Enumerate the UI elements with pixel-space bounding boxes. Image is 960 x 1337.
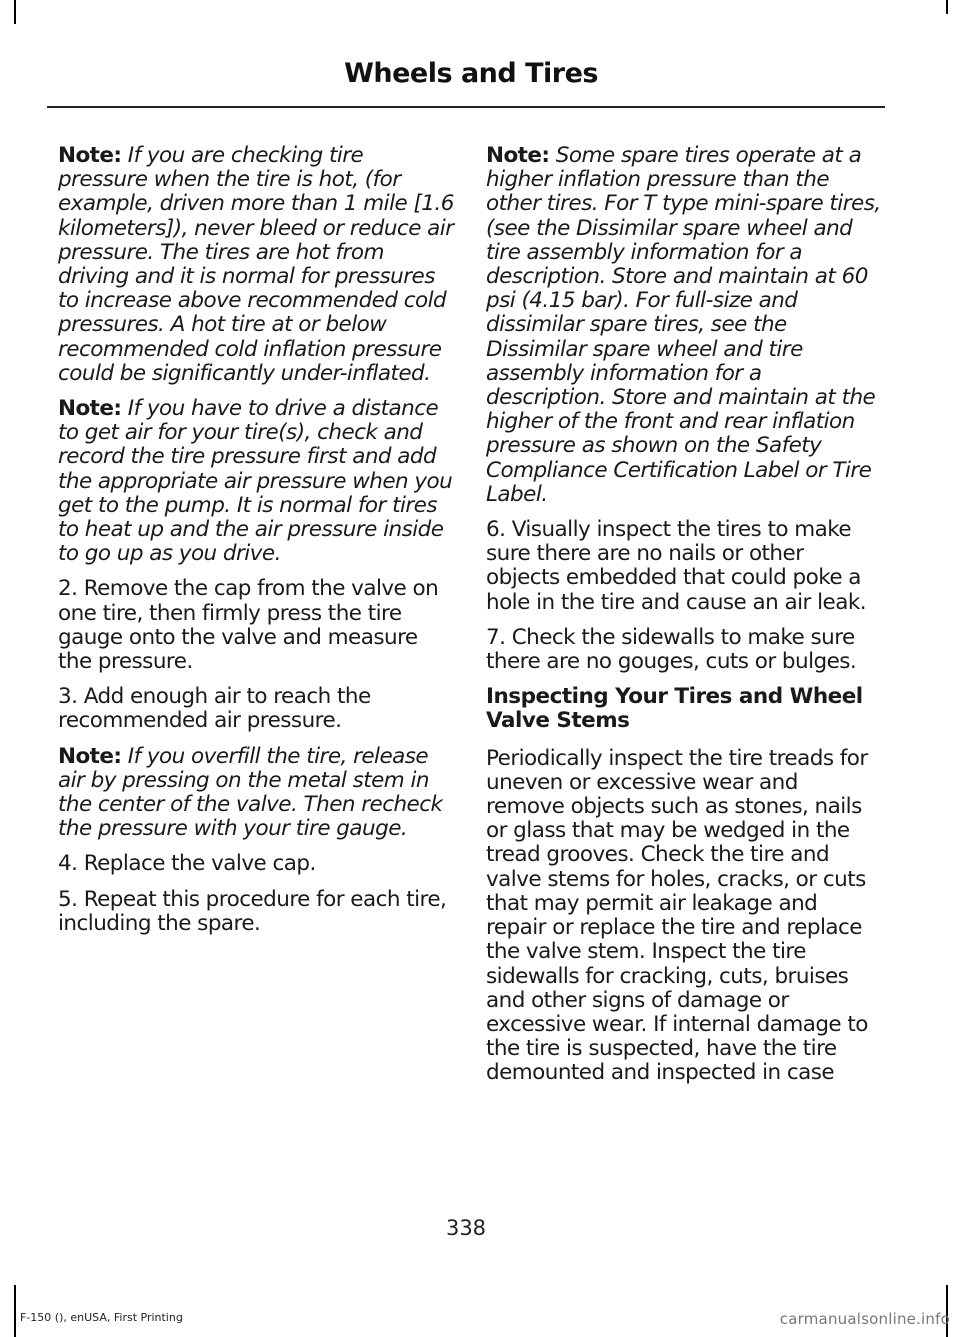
note-label: Note: xyxy=(58,396,122,422)
note-text: If you have to drive a distance to get air for your tire(s), check and record the tire pressure first and add the appropriate air pressure when you get to the pump. It is normal for tires to heat up and the air pressure inside to go up as you drive. xyxy=(58,396,453,567)
note-hot-tire xyxy=(58,144,454,386)
page-number: 338 xyxy=(445,1216,487,1240)
inspection-paragraph: Periodically inspect the tire treads for uneven or excessive wear and remove objects such as stones, nails or glass that may be wedged in the tread grooves. Check the tire and valve stems for holes, cracks, or cuts that may permit air leakage and repair or replace the tire and replace the valve stem. Inspect the tire sidewalls for cracking, cuts, bruises and other signs of damage or excessive wear. If internal damage to the tire is suspected, have the tire demounted and inspected in case xyxy=(486,745,868,1086)
step-6: 6. Visually inspect the tires to make sure there are no nails or other objects embedded that could poke a hole in the tire and cause an air leak. xyxy=(486,517,867,615)
crop-mark-bottom-left xyxy=(14,1285,16,1337)
note-text: If you overfill the tire, release air by pressing on the metal stem in the center of the valve. Then recheck the pressure with your tire gauge. xyxy=(58,743,443,842)
crop-mark-top-left xyxy=(14,0,16,24)
section-heading: Inspecting Your Tires and Wheel Valve Stems xyxy=(486,684,863,734)
edition-label: F-150 (), enUSA, First Printing xyxy=(20,1311,183,1324)
page-title: Wheels and Tires xyxy=(344,58,598,89)
note-label: Note: xyxy=(58,143,122,168)
note-label: Note: xyxy=(58,743,122,769)
note-drive-distance xyxy=(58,397,454,566)
step-2: 2. Remove the cap from the valve on one tire, then firmly press the tire gauge onto the valve and measure the pressure. xyxy=(58,576,439,675)
note-spare-tires xyxy=(486,144,882,507)
header-divider xyxy=(47,106,885,108)
left-column xyxy=(58,144,454,947)
step-4: 4. Replace the valve cap. xyxy=(58,851,316,877)
crop-mark-top-right xyxy=(946,0,948,14)
step-7: 7. Check the sidewalls to make sure there are no gouges, cuts or bulges. xyxy=(486,624,857,675)
note-text: If you are checking tire pressure when the tire is hot, (for example, driven more than 1 mile [1.6 kilometers]), never bleed or reduce air pressure. The tires are hot from driving and it is normal for pressures to increase above recommended cold pressures. A hot tire at or below recommended cold inflation pressure could be significantly under-inflated. xyxy=(58,143,454,386)
right-column xyxy=(486,144,882,1097)
step-3: 3. Add enough air to reach the recommended air pressure. xyxy=(58,684,371,734)
watermark: carmanualsonline.info xyxy=(779,1310,950,1328)
note-overfill xyxy=(58,745,454,842)
note-text: Some spare tires operate at a higher inflation pressure than the other tires. For T type mini-spare tires, (see the Dissimilar spare wheel and tire assembly information for a description. Store and maintain at 60 psi (4.15 bar). For full-size and dissimilar spare tires, see the Dissimilar spare wheel and tire assembly information for a description. Store and maintain at the higher of the front and rear inflation pressure as shown on the Safety Compliance Certification Label or Tire Label. xyxy=(486,143,881,507)
step-5: 5. Repeat this procedure for each tire, including the spare. xyxy=(58,886,447,936)
note-label: Note: xyxy=(486,143,550,168)
